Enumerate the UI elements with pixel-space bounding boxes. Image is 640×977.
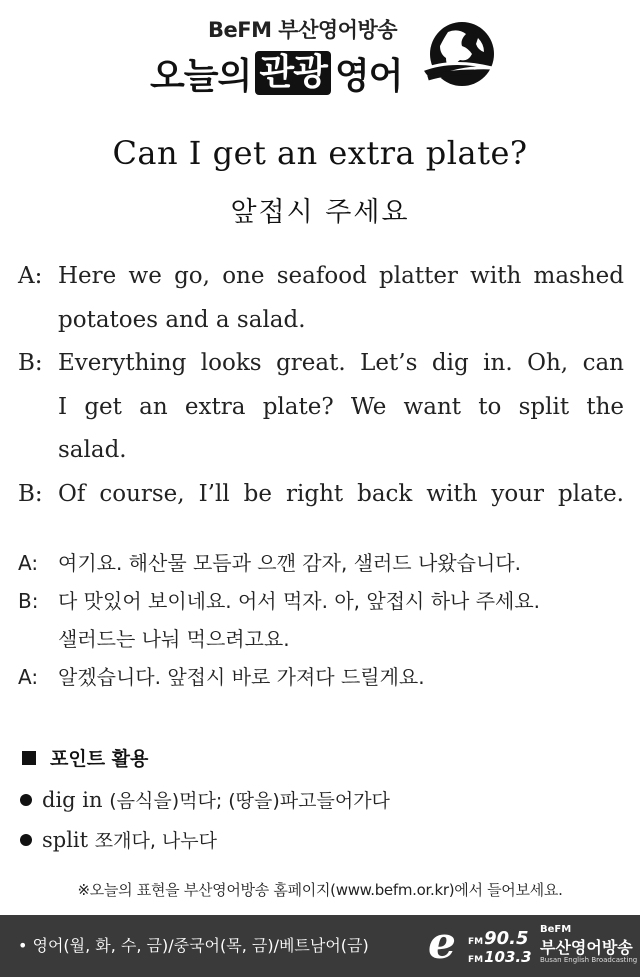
- expression-title: Can I get an extra plate?: [112, 134, 528, 172]
- brand-title-post: 영어: [334, 55, 403, 97]
- dialog-text: 다 맛있어 보이네요. 어서 먹자. 아, 앞접시 하나 주세요.: [58, 589, 541, 613]
- logo-english-name: Busan English Broadcasting: [540, 956, 638, 964]
- footer: [0, 915, 640, 977]
- dialog-line: [18, 582, 624, 620]
- speaker-label: B:: [18, 589, 39, 613]
- listen-note: ※오늘의 표현을 부산영어방송 홈페이지(www.befm.or.kr)에서 들어보세요.: [77, 881, 563, 899]
- befm-logo: [428, 918, 638, 972]
- dialog-text: I get an extra plate? We want to split the: [58, 393, 624, 420]
- speaker-label: B:: [18, 480, 43, 507]
- speaker-label: B:: [18, 350, 43, 376]
- dialog-line: [18, 342, 624, 386]
- dialog-text: 알겠습니다. 앞접시 바로 가져다 드릴게요.: [58, 665, 425, 689]
- dialog-text: Here we go, one seafood platter with mashed: [58, 263, 624, 289]
- brand-title-pre: 오늘의: [150, 55, 252, 97]
- logo-korean-name: 부산영어방송: [540, 938, 633, 957]
- brand-title: [150, 48, 402, 98]
- broadcast-schedule: • 영어(월, 화, 수, 금)/중국어(목, 금)/베트남어(금): [18, 936, 369, 955]
- point-term: split: [42, 827, 89, 852]
- dialog-text: Everything looks great. Let’s dig in. Oh, can: [58, 350, 624, 376]
- expression-title-korean: 앞접시 주세요: [230, 197, 410, 228]
- dialog-text: 여기요. 해산물 모듬과 으깬 감자, 샐러드 나왔습니다.: [58, 551, 521, 575]
- logo-befm: BeFM: [540, 924, 572, 935]
- dialog-text: salad.: [58, 437, 127, 463]
- dialog-line: [18, 255, 624, 299]
- square-bullet-icon: [22, 751, 36, 765]
- point-term: dig in: [42, 787, 103, 812]
- dialog-text: 샐러드는 나눠 먹으려고요.: [58, 627, 290, 651]
- point-item: [20, 786, 390, 813]
- bullet-icon: [20, 794, 32, 806]
- brand-subtitle: BeFM 부산영어방송: [208, 18, 398, 42]
- brand-title-box: 관광: [255, 51, 331, 95]
- bullet-icon: [20, 834, 32, 846]
- point-heading-label: 포인트 활용: [50, 748, 149, 770]
- logo-letter: e: [428, 918, 456, 969]
- dialog-line: [18, 658, 624, 696]
- korean-dialog: [18, 544, 624, 696]
- point-meaning: (음식을)먹다; (땅을)파고들어가다: [109, 790, 390, 812]
- dialog-line: [18, 473, 624, 517]
- speaker-label: A:: [18, 551, 39, 575]
- logo-frequency-2: FM103.3: [468, 948, 532, 966]
- speaker-label: A:: [18, 263, 43, 289]
- english-dialog: [18, 255, 624, 516]
- header: [0, 0, 640, 110]
- dialog-text: Of course, I’ll be right back with your plate.: [58, 480, 624, 507]
- logo-frequency-1: FM90.5: [468, 928, 529, 949]
- globe-airplane-icon: [418, 18, 500, 100]
- dialog-text: potatoes and a salad.: [58, 306, 306, 333]
- speaker-label: A:: [18, 665, 39, 689]
- dialog-line: [18, 544, 624, 582]
- point-meaning: 쪼개다, 나누다: [94, 830, 217, 852]
- point-item: [20, 826, 217, 853]
- point-heading: [22, 744, 148, 771]
